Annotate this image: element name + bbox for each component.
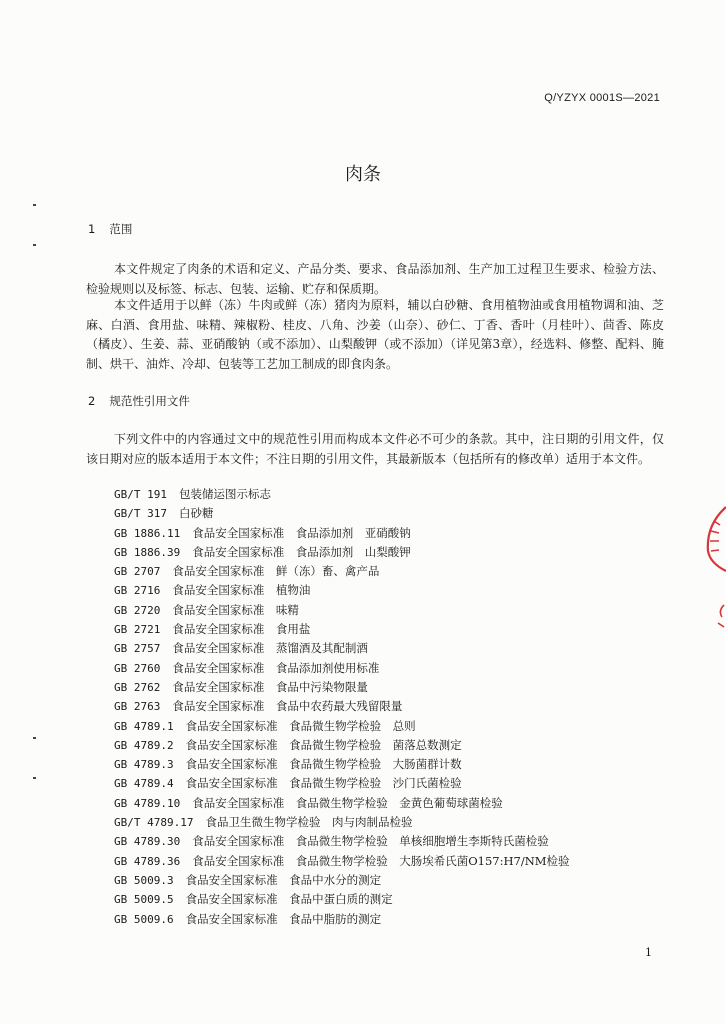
scan-mark — [33, 777, 36, 779]
reference-item — [114, 524, 570, 543]
reference-title: 包装储运图示标志 — [178, 487, 271, 501]
section-title: 范围 — [109, 222, 133, 236]
section-1-heading — [88, 221, 132, 237]
reference-code: GB 2762 — [114, 680, 161, 694]
reference-item — [114, 717, 570, 736]
reference-title: 食品安全国家标准 食品中脂肪的测定 — [185, 911, 382, 926]
reference-item — [114, 562, 570, 581]
reference-title: 食品安全国家标准 食品微生物学检验 大肠埃希氏菌O157:H7/NM检验 — [192, 853, 570, 868]
reference-title: 食品安全国家标准 食品微生物学检验 大肠菌群计数 — [185, 757, 462, 772]
reference-code: GB 4789.2 — [114, 738, 174, 752]
reference-item — [114, 736, 570, 755]
reference-item — [114, 543, 570, 562]
section-number: 2 — [88, 394, 96, 408]
references-intro: 下列文件中的内容通过文中的规范性引用而构成本文件必不可少的条款。其中，注日期的引用文件，仅该日期对应的版本适用于本文件；不注日期的引用文件，其最新版本（包括所有的修改单）适用于本文件。 — [86, 432, 664, 466]
reference-code: GB/T 191 — [114, 488, 167, 501]
reference-code: GB 5009.6 — [114, 912, 174, 926]
reference-item — [114, 832, 570, 851]
reference-item — [114, 794, 570, 813]
reference-title: 食品安全国家标准 蒸馏酒及其配制酒 — [172, 641, 368, 656]
official-seal-stamp — [700, 505, 726, 645]
reference-title: 食品安全国家标准 食品微生物学检验 金黄色葡萄球菌检验 — [192, 795, 503, 810]
reference-title: 食品安全国家标准 食品中水分的测定 — [185, 872, 382, 887]
reference-item — [114, 639, 570, 658]
reference-item — [114, 774, 570, 793]
reference-code: GB 4789.36 — [114, 854, 181, 868]
reference-item — [114, 659, 570, 678]
reference-title: 食品安全国家标准 食品中污染物限量 — [172, 679, 368, 694]
reference-item — [114, 910, 570, 929]
section-title: 规范性引用文件 — [109, 394, 190, 408]
reference-code: GB 5009.5 — [114, 893, 174, 907]
reference-code: GB 2760 — [114, 661, 161, 675]
scan-mark — [33, 204, 36, 206]
scope-paragraph: 本文件规定了肉条的术语和定义、产品分类、要求、食品添加剂、生产加工过程卫生要求、检验方法、检验规则以及标签、标志、包装、运输、贮存和保质期。 — [86, 262, 664, 296]
reference-title: 白砂糖 — [178, 506, 214, 521]
reference-code: GB/T 4789.17 — [114, 816, 194, 830]
reference-code: GB 4789.4 — [114, 777, 174, 791]
reference-title: 食品安全国家标准 食品添加剂使用标准 — [172, 660, 380, 675]
reference-title: 食品安全国家标准 味精 — [172, 602, 299, 617]
reference-list — [114, 485, 570, 929]
reference-item — [114, 697, 570, 716]
page-number: 1 — [645, 946, 652, 959]
reference-item — [114, 504, 570, 523]
scan-mark — [33, 244, 36, 246]
reference-item — [114, 601, 570, 620]
scope-paragraph: 本文件适用于以鲜（冻）牛肉或鲜（冻）猪肉为原料，辅以白砂糖、食用植物油或食用植物调和油、芝麻、白酒、食用盐、味精、辣椒粉、桂皮、八角、沙姜（山奈）、砂仁、丁香、香叶（月桂叶）、茴香、陈皮（橘皮）、生姜、蒜、亚硝酸钠（或不添加）、山梨酸钾（或不添加）（详见第3章），经选料、修整、配料、腌制、烘干、油炸、冷却、包装等工艺加工制成的即食肉条。 — [86, 298, 664, 371]
reference-title: 食品安全国家标准 植物油 — [172, 583, 311, 598]
standard-code: Q/YZYX 0001S—2021 — [544, 92, 660, 104]
reference-title: 食品安全国家标准 食用盐 — [172, 622, 311, 637]
reference-item — [114, 485, 570, 504]
reference-code: GB 5009.3 — [114, 873, 174, 887]
reference-item — [114, 620, 570, 639]
reference-item — [114, 678, 570, 697]
reference-code: GB 4789.1 — [114, 719, 174, 733]
reference-title: 食品安全国家标准 食品微生物学检验 总则 — [185, 718, 416, 733]
reference-code: GB 4789.3 — [114, 758, 174, 772]
section-number: 1 — [88, 222, 96, 236]
reference-item — [114, 871, 570, 890]
reference-item — [114, 890, 570, 909]
reference-title: 食品安全国家标准 食品添加剂 山梨酸钾 — [192, 544, 411, 559]
reference-title: 食品安全国家标准 食品微生物学检验 单核细胞增生李斯特氏菌检验 — [192, 834, 549, 849]
scan-mark — [33, 737, 36, 739]
reference-item — [114, 813, 570, 832]
reference-code: GB 2720 — [114, 603, 161, 617]
reference-title: 食品安全国家标准 食品微生物学检验 菌落总数测定 — [185, 737, 462, 752]
reference-code: GB/T 317 — [114, 507, 167, 521]
reference-title: 食品安全国家标准 食品微生物学检验 沙门氏菌检验 — [185, 776, 462, 791]
reference-item — [114, 755, 570, 774]
reference-title: 食品安全国家标准 食品中蛋白质的测定 — [185, 892, 393, 907]
reference-code: GB 1886.11 — [114, 526, 181, 540]
section-2-heading — [88, 393, 190, 409]
reference-item — [114, 581, 570, 600]
reference-title: 食品安全国家标准 食品添加剂 亚硝酸钠 — [192, 525, 411, 540]
document-title: 肉条 — [345, 164, 381, 185]
reference-code: GB 2763 — [114, 700, 161, 714]
reference-code: GB 2707 — [114, 565, 161, 579]
reference-title: 食品安全国家标准 食品中农药最大残留限量 — [172, 699, 403, 714]
reference-code: GB 1886.39 — [114, 545, 181, 559]
reference-code: GB 2757 — [114, 642, 161, 656]
reference-item — [114, 852, 570, 871]
reference-title: 食品卫生微生物学检验 肉与肉制品检验 — [205, 815, 413, 830]
reference-code: GB 4789.10 — [114, 796, 181, 810]
reference-code: GB 2721 — [114, 623, 161, 637]
reference-code: GB 4789.30 — [114, 835, 181, 849]
reference-code: GB 2716 — [114, 584, 161, 598]
reference-title: 食品安全国家标准 鲜（冻）畜、禽产品 — [172, 564, 380, 579]
